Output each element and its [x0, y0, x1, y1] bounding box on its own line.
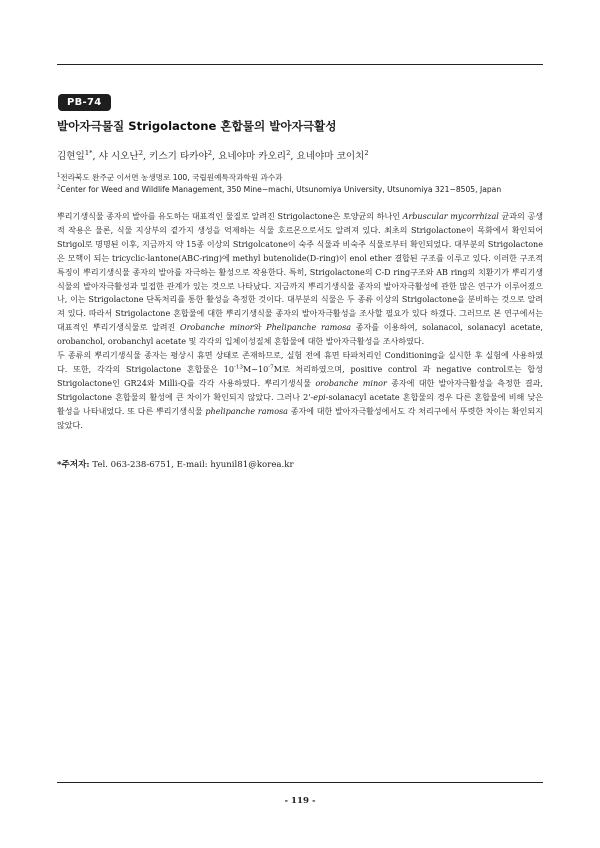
- body-text: M~10: [243, 364, 269, 374]
- corresponding-author-contact: [57, 458, 543, 470]
- affiliation-text: Center for Weed and Wildlife Management, 350 Mine−machi, Utsunomiya University, Utsunomiya 321−8505, Japan: [60, 185, 502, 194]
- species-name: orobanche minor: [315, 378, 387, 388]
- species-name: Arbuscular mycorrhizal: [402, 212, 499, 221]
- body-text: -solanacyl acetate 혼합물의 경우 다른 혼합물에 비해 낮은 활성을 나타내었다. 또 다른 뿌리기생식물: [57, 392, 543, 416]
- author-affil-mark: 1*: [84, 148, 93, 157]
- abstract-paragraph-1: [57, 210, 543, 349]
- author-name: 요네야마 카오리: [218, 151, 287, 162]
- species-name: phelipanche ramosa: [205, 406, 288, 416]
- exponent: -7: [268, 364, 274, 371]
- author-name: 샤 시오난: [98, 151, 139, 162]
- author-list: 김현일$^{1*}$, 샤 시오난$^2$, 키스기 타카야$^2$, 요네야마 카오리$^2$, 요네야마 코이치$^2$: [57, 148, 369, 162]
- body-text: 와: [253, 323, 267, 333]
- chemical-prefix: epi: [313, 392, 326, 402]
- body-text: 두 종류의 뿌리기생식물 종자는 평상시 휴면 상태로 존재하므로, 실험 전에 휴면 타파처리인 Conditioning을 실시한 후 실험에 사용하였다. 또한, 각각의 Strigolactone 혼합물은 10: [57, 351, 543, 374]
- abstract-body: [57, 210, 543, 433]
- body-text: 균과의 공생적 작용은 물론, 식물 지상부의 곁가지 생성을 억제하는 식물 호르몬으로서도 알려져 있다. 최초의 Strigolactone이 목화에서 확인되어 Strigol로 명명된 이후, 지금까지 약 15종 이상의 Strigolcatone이 숙주 식물과 비숙주 식물로부터 확인되었다. 대부분의 Strigolactone은 모핵이 되는 tricyclic-lantone(ABC-ring)에 methyl butenolide(D-ring)이 enol ether 결합된 구조를 이루고 있다. 이러한 구조적 특징이 뿌리기생식물 종자의 발아를 자극하는 활성으로 작용한다. 특히, Strigolactone의 C-D ring구조와 AB ring의 치환기가 뿌리기생식물의 발아자극활성과 밀접한 관계가 있는 것으로 나타났다. 지금까지 뿌리기생식물 종자의 발아자극활성에 관한 많은 연구가 이루어졌으나, 이는 Strigolactone 단독처리를 통한 활성을 측정한 것이다. 대부분의 식물은 두 종류 이상의 Strigolactone을 분비하는 것으로 알려져 있다. 따라서 Strigolactone 혼합물에 대한 뿌리기생식물 종자의 발아자극활성을 조사할 필요가 있다 하겠다. 그러므로 본 연구에서는 대표적인 뿌리기생식물로 알려진: [57, 212, 543, 333]
- affiliation-mark: 2: [57, 184, 61, 191]
- top-rule: [57, 64, 543, 65]
- abstract-id-badge: PB-74: [58, 94, 111, 111]
- affiliation-text: 전라북도 완주군 이서면 농생명로 100, 국립원예특작과학원 과수과: [60, 173, 283, 182]
- body-text: 종자를 이용하여, solanacol, solanacyl acetate, orobanchol, orobanchyl acetate 및 각각의 입체이성질체 혼합물에 대한 발아자극활성을 조사하였다.: [57, 323, 543, 347]
- contact-label: *주저자:: [57, 460, 90, 470]
- bottom-rule: [57, 782, 543, 783]
- contact-details: Tel. 063-238-6751, E-mail: hyunil81@korea.kr: [89, 460, 294, 470]
- abstract-paragraph-2: [57, 349, 543, 432]
- body-text: 종자에 대한 발아자극활성을 측정한 결과, Strigolactone 혼합물의 활성에 큰 차이가 확인되지 않았다. 그러나 2'-: [57, 378, 543, 402]
- author-affil-mark: 2: [364, 148, 369, 157]
- author-affil-mark: 2: [286, 148, 291, 157]
- affiliation-1: [57, 172, 543, 183]
- species-name: Orobanche minor: [179, 323, 254, 333]
- author-name: 김현일: [57, 151, 85, 162]
- body-text: M로 처리하였으며, positive control 과 negative control로는 합성 Strigolactone인 GR24와 Milli-Q를 각각 사용하였다. 뿌리기생식물: [57, 364, 543, 388]
- species-name: Phelipanche ramosa: [266, 323, 352, 333]
- affiliation-2: [57, 185, 543, 194]
- author-name: 요네야마 코이치: [296, 151, 365, 162]
- page-number: - 119 -: [284, 796, 316, 806]
- affiliation-mark: 1: [57, 172, 61, 179]
- body-text: 뿌리기생식물 종자의 발아를 유도하는 대표적인 물질로 알려진 Strigolactone은 토양균의 하나인: [57, 212, 403, 221]
- body-text: 종자에 대한 발아자극활성에서도 각 처리구에서 뚜렷한 차이는 확인되지 않았다.: [57, 406, 543, 430]
- author-affil-mark: 2: [207, 148, 213, 157]
- paper-title: 발아자극물질 Strigolactone 혼합물의 발아자극활성: [57, 119, 337, 133]
- author-affil-mark: 2: [138, 148, 143, 157]
- author-name: 키스기 타카야: [149, 151, 208, 162]
- exponent: -13: [233, 364, 243, 371]
